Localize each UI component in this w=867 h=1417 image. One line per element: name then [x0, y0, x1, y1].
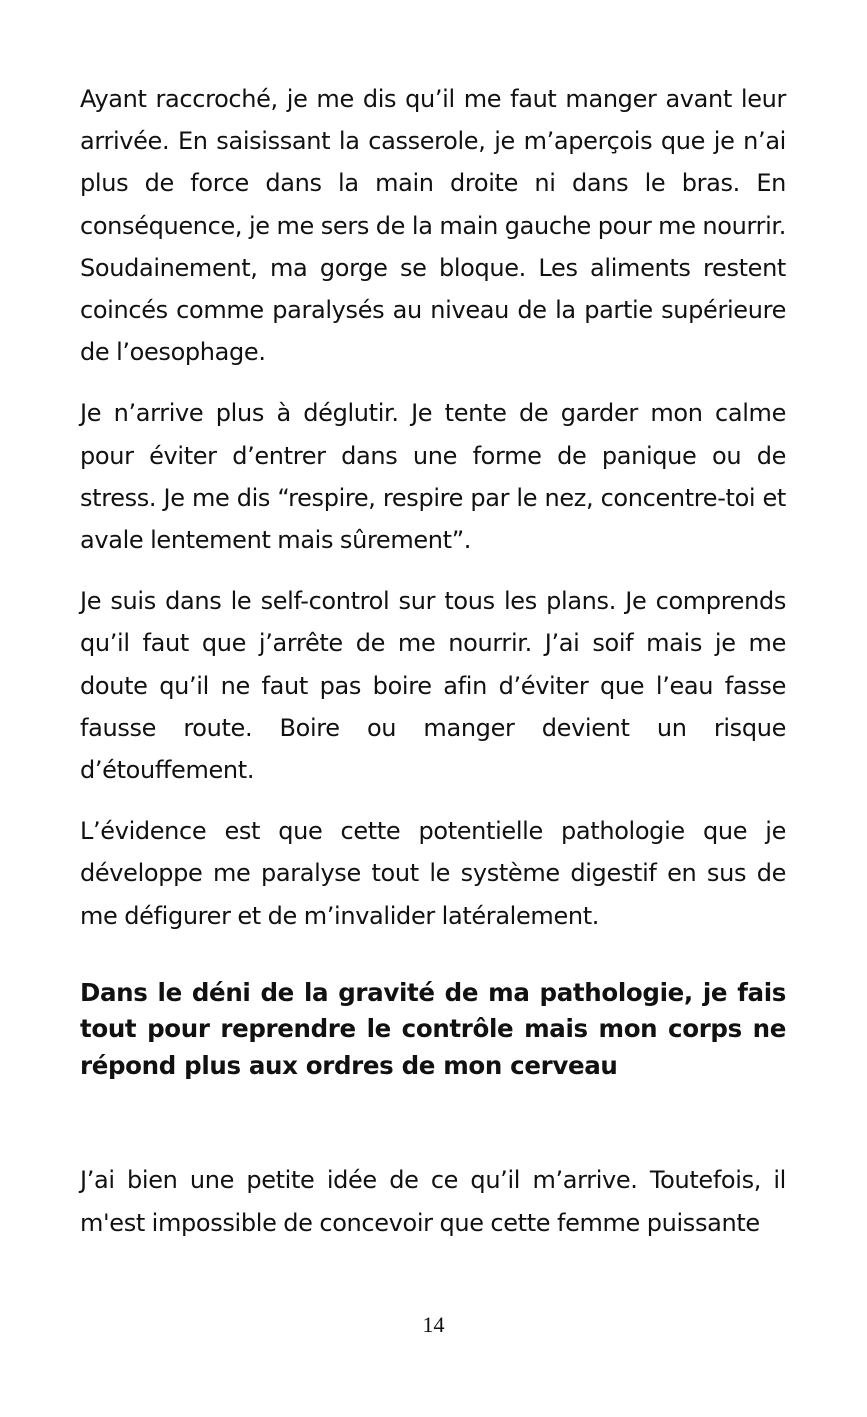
page-body [80, 78, 786, 1244]
body-paragraph: L’évidence est que cette potentielle pathologie que je développe me paralyse tout le système digestif en sus de me défigurer et de m’invalider latéralement. [80, 817, 786, 930]
page-number: 14 [422, 1312, 445, 1337]
section-heading: Dans le déni de la gravité de ma pathologie, je fais tout pour reprendre le contrôle mais mon corps ne répond plus aux ordres de mon cerveau [80, 977, 786, 1080]
body-paragraph: J’ai bien une petite idée de ce qu’il m’arrive. Toutefois, il m'est impossible de concevoir que cette femme puissante [80, 1166, 786, 1237]
body-paragraph: Ayant raccroché, je me dis qu’il me faut manger avant leur arrivée. En saisissant la casserole, je m’aperçois que je n’ai plus de force dans la main droite ni dans le bras. En conséquence, je me sers de la main gauche pour me nourrir. Soudainement, ma gorge se bloque. Les aliments restent coincés comme paralysés au niveau de la partie supérieure de l’oesophage. [80, 85, 786, 367]
body-paragraph: Je suis dans le self-control sur tous les plans. Je comprends qu’il faut que j’arrête de me nourrir. J’ai soif mais je me doute qu’il ne faut pas boire afin d’éviter que l’eau fasse fausse route. Boire ou manger devient un risque d’étouffement. [80, 587, 786, 785]
body-paragraph: Je n’arrive plus à déglutir. Je tente de garder mon calme pour éviter d’entrer dans une forme de panique ou de stress. Je me dis “respire, respire par le nez, concentre-toi et avale lentement mais sûrement”. [80, 399, 786, 555]
